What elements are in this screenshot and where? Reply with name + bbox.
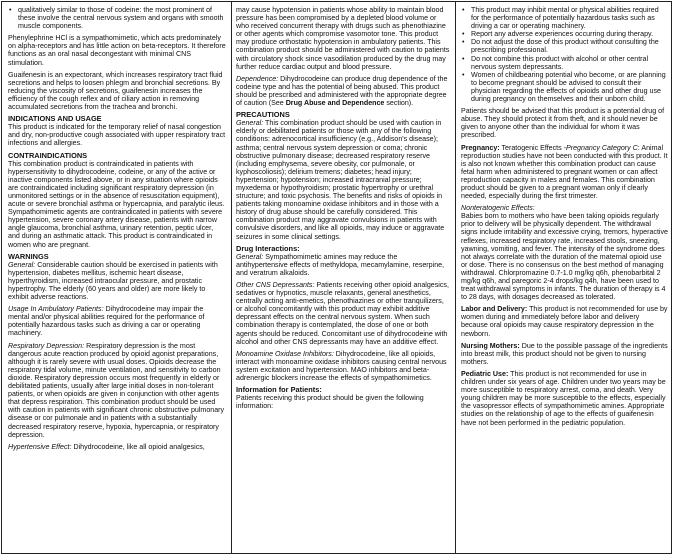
bullet-item: • Do not adjust the dose of this product without consulting the prescribing professional.	[461, 38, 668, 54]
patient-info-list	[461, 6, 668, 103]
lead-label: Monoamine Oxidase Inhibitors:	[236, 349, 334, 358]
pediatric-paragraph	[461, 370, 668, 427]
pregnancy-category: Pregnancy Category C	[566, 143, 638, 152]
lead-label: General:	[8, 260, 36, 269]
patient-info-text: Patients receiving this product should be given the following information:	[236, 394, 424, 411]
mao-inhibitors	[236, 350, 450, 382]
column-2	[236, 6, 450, 551]
cns-text: Patients receiving other opioid analgesics, sedatives or hypnotics, muscle relaxants, general anesthetics, centrally acting anti-emetics, phenothiazines or other tranquilizers, or alcohol concomitantly with this product may exhibit additive depressant effects on the central nervous system. When such combination therapy is contemplated, the dose of one or both agents should be reduced. Concomitant use of dihydrocodeine with alcohol and other CNS depressants may have an additive effect.	[236, 281, 449, 346]
nonteratogenic-text: Babies born to mothers who have been taking opioids regularly prior to delivery will be physically dependent. The withdrawal signs include irritability and excessive crying, tremors, hyperactive reflexes, increased respiratory rate, increased stools, sneezing, yawning, vomiting, and fever. The intensity of the syndrome does not always correlate with the duration of the maternal opioid use or dose. There is no consensus on the best method of managing withdrawal. Chlorpromazine 0.7-1.0 mg/kg q6h, phenobarbital 2 mg/kg q6h, and paregoric 2-4 drops/kg q4h, have been used to treat withdrawal symptoms in infants. The duration of therapy is 4 to 28 days, with dosages decreased as tolerated.	[461, 212, 668, 302]
warnings-ambulatory-text: Dihydrocodeine may impair the mental and/or physical abilities required for the performance of potentially hazardous tasks such as driving a car or operating machinery.	[8, 305, 205, 338]
dependence-end: section).	[384, 99, 414, 108]
column-divider	[455, 2, 456, 554]
precautions-general	[236, 119, 450, 240]
lead-label: Pediatric Use:	[461, 369, 509, 378]
hypotension-continued: may cause hypotension in patients whose ability to maintain blood pressure has been compromised by a depleted blood volume or who received concurrent therapy with drugs such as phenothiazine or other agents which compromise vasomotor tone. This product may produce orthostatic hypotension in ambulatory patients. This combination product should be administered with caution to patients with circulatory shock since vasodilation produced by the drug may further reduce cardiac output and blood pressure.	[236, 6, 450, 71]
interactions-general	[236, 253, 450, 277]
nursing-text: Due to the possible passage of the ingredients into breast milk, this product should not be given to nursing mothers.	[461, 341, 668, 366]
mao-text: Dihydrocodeine, like all opioids, interact with monoamine oxidase inhibitors causing central nervous system excitation and hypertension. MAO inhibitors and beta-adrenergic blockers increase the effects of sympathomimetics.	[236, 349, 447, 383]
warnings-hypotensive-text: Dihydrocodeine, like all opioid analgesics,	[71, 442, 205, 451]
interactions-text: Sympathomimetic amines may reduce the antihypertensive effects of methyldopa, mecamylamine, reserpine, and veratrum alkaloids.	[236, 252, 445, 277]
column-3	[461, 6, 668, 551]
lead-label: Other CNS Depressants:	[236, 281, 315, 289]
indications-heading: INDICATIONS AND USAGE	[8, 114, 102, 124]
bullet-item: • This product may inhibit mental or physical abilities required for the performance of potentially hazardous tasks such as driving a car or operating machinery.	[461, 6, 668, 30]
pregnancy-text: : Animal reproduction studies have not been conducted with this product. It is also not known whether this combination product can cause fetal harm when administered to pregnant women or can affect reproduction capacity in males and females. This combination product should be given to a pregnant woman only if clearly needed, especially during the first trimester.	[461, 143, 668, 201]
contraindications-text: This combination product is contraindicated in patients with hypersensitivity to dihydrocodeine, codeine, or any of the active or inactive components listed above, or in any situation where opioids are contraindicated including significant respiratory depression (in unmonitored settings or in the absence of resuscitation equipment), acute or severe bronchial asthma or hypercapnia, and paralytic ileus. Sympathomimetic agents are contraindicated in patients with severe hypertension, severe coronary artery disease, patients with narrow angle glaucoma, bronchial asthma, urinary retention, peptic ulcer, and during an asthmatic attack. This product is contraindicated in women who are pregnant.	[8, 159, 225, 249]
bullet-item: • Report any adverse experiences occurring during therapy.	[461, 30, 668, 38]
lead-label: Hypertensive Effect:	[8, 442, 72, 451]
cns-depressants	[236, 281, 450, 346]
dependence-ref: Drug Abuse and Dependence	[285, 99, 385, 108]
precautions-heading: PRECAUTIONS	[236, 110, 290, 120]
pregnancy-paragraph	[461, 144, 668, 201]
abuse-paragraph: Patients should be advised that this product is a potential drug of abuse. They should protect it from theft, and it should never be given to anyone other than the individual for whom it was prescribed.	[461, 107, 665, 140]
indications-text: This product is indicated for the temporary relief of nasal congestion and dry, non-productive cough associated with upper respiratory tract infections and allergies.	[8, 123, 226, 148]
warnings-ambulatory	[8, 305, 226, 337]
lead-label: Dependence:	[236, 74, 279, 83]
warnings-general	[8, 261, 226, 301]
continued-bullet	[8, 6, 226, 30]
lead-label: General:	[236, 119, 264, 128]
contraindications-heading: CONTRAINDICATIONS	[8, 150, 88, 160]
phenylephrine-paragraph: Phenylephrine HCl is a sympathomimetic, which acts predominately on alpha-receptors and has little action on beta-receptors. It therefore functions as an oral nasal decongestant with minimal CNS stimulation.	[8, 34, 226, 67]
document-page	[1, 1, 672, 554]
warnings-respiratory-text: Respiratory depression is the most dangerous acute reaction produced by opioid agonist preparations, although it is rarely severe with usual doses. Opioids decrease the respiratory tidal volume, minute ventilation, and sensitivity to carbon dioxide. Respiratory depression occurs most frequently in elderly or debilitated patients, usually after large initial doses in non-tolerant patients, or when opioids are given in conjunction with other agents that depress respiration. This combination product should be used with caution in patients with significant chronic obstructive pulmonary disease or cor pulmonale and in patients with a substantially decreased respiratory reserve, hypoxia, hypercapnia, or respiratory depression.	[8, 341, 225, 439]
nonteratogenic-heading: Nonteratogenic Effects:	[461, 204, 535, 213]
column-divider	[231, 2, 232, 554]
nursing-paragraph	[461, 342, 668, 366]
drug-interactions-heading: Drug Interactions:	[236, 243, 300, 253]
labor-paragraph	[461, 305, 668, 337]
lead-label: Respiratory Depression:	[8, 341, 85, 350]
lead-label: Nursing Mothers:	[461, 341, 520, 350]
lead-label: General:	[236, 252, 264, 261]
precautions-text: This combination product should be used with caution in elderly or debilitated patients or those with any of the following conditions: adrenocortical insufficiency (e.g., Addison's disease); asthma; central nervous system depression or coma; chronic obstructive pulmonary disease; decreased respiratory reserve (including emphysema, severe obesity, cor pulmonale, or kyphoscoliosis); delirium tremens; diabetes; head injury; hypertension; hypotension; increased intracranial pressure; myxedema or hypothyroidism; prostatic hypertrophy or urethral structure; and toxic psychosis. The benefits and risks of opioids in patients taking monoamine oxidase inhibitors and in those with a history of drug abuse should be carefully considered. This combination product may aggravate convulsions in patients with convulsive disorders, and like all opioids, may induce or aggravate seizures in some clinical settings.	[236, 119, 445, 241]
column-1	[8, 6, 226, 551]
lead-label: Usage In Ambulatory Patients:	[8, 305, 104, 314]
patient-info-heading: Information for Patients:	[236, 385, 322, 395]
warnings-respiratory	[8, 342, 226, 439]
guaifenesin-paragraph: Guaifenesin is an expectorant, which increases respiratory tract fluid secretions and helps to loosen phlegm and bronchial secretions. By reducing the viscosity of secretions, guaifenesin increases the efficiency of the cough reflex and of ciliary action in removing accumulated secretions from the trachea and bronchi.	[8, 70, 223, 112]
lead-label: Pregnancy:	[461, 143, 500, 152]
pregnancy-sub: Teratogenic Effects -	[499, 143, 567, 152]
labor-text: This product is not recommended for use by women during and immediately before labor and delivery because oral opioids may cause respiratory depression in the newborn.	[461, 305, 668, 338]
pediatric-text: This product is not recommended for use in children under six years of age. Children under two years may be more susceptible to respiratory arrest, coma, and death. Very young children may be more susceptible to the effects, especially the vasopressor effects of sympathomimetic amines. Appropriate studies on the relationship of age to the effects of guaifenesin have not been performed in the pediatric population.	[461, 369, 666, 427]
warnings-heading: WARNINGS	[8, 251, 49, 261]
warnings-hypotensive	[8, 443, 226, 451]
dependence-text: Dihydrocodeine can produce drug dependence of the codeine type and has the potential of being abused. This product should be prescribed and administered with the appropriate degree of caution (See	[236, 74, 448, 108]
lead-label: Labor and Delivery:	[461, 305, 528, 314]
bullet-item: • qualitatively similar to those of codeine: the most prominent of these involve the central nervous system and organs with smooth muscle components.	[8, 6, 226, 30]
bullet-item: • Women of childbearing potential who become, or are planning to become pregnant should be advised to consult their physician regarding the effects of opioids and other drug use during pregnancy on themselves and their unborn child.	[461, 71, 668, 103]
bullet-item: • Do not combine this product with alcohol or other central nervous system depressants.	[461, 55, 668, 71]
warnings-general-text: Considerable caution should be exercised in patients with hypertension, diabetes mellitus, ischemic heart disease, hyperthyroidism, increased intraocular pressure, and prostatic hypertrophy. The elderly (60 years and older) are more likely to exhibit adverse reactions.	[8, 260, 218, 302]
dependence-paragraph	[236, 75, 450, 107]
